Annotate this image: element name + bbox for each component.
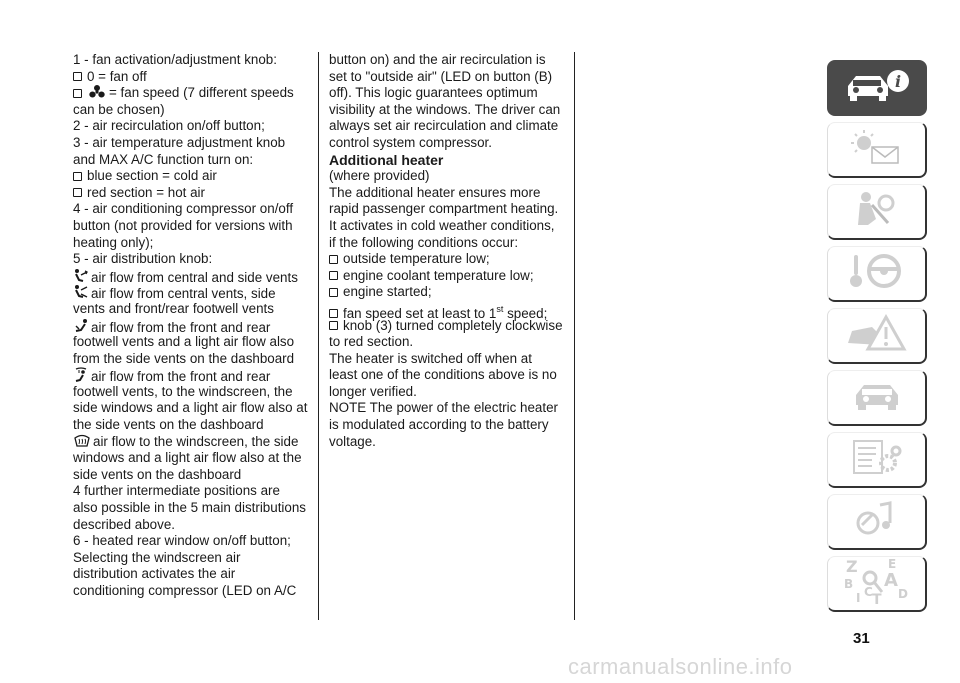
svg-text:C: C [863,585,873,599]
text-line: always set air recirculation and climate [329,118,559,134]
text-line: NOTE The power of the electric heater [329,400,558,416]
section-heading: Additional heater [329,151,444,168]
text-line: The additional heater ensures more [329,184,541,200]
column-divider [574,52,575,620]
text-line: vents and front/rear footwell vents [73,300,274,316]
text-line: button on) and the air recirculation is [329,52,546,67]
text-line: rapid passenger compartment heating. [329,201,559,217]
bullet-square-icon [73,89,82,98]
chapter-tab-safety-airbag[interactable] [827,184,927,240]
text-line: outside temperature low; [329,251,565,268]
text-line: to red section. [329,334,414,350]
text-line: the side vents on the dashboard [73,417,264,433]
text-line: air flow from the front and rear [73,367,311,384]
text-line: 0 = fan off [73,69,311,86]
specifications-icon [842,437,912,482]
text-line: = fan speed (7 different speeds [73,85,311,102]
bullet-square-icon [329,288,338,297]
svg-text:E: E [887,557,896,571]
text-line: windows and a light air flow also at the [73,450,302,466]
text-line: air flow from central vents, side [73,284,311,301]
text-line: from the side vents on the dashboard [73,350,295,366]
steering-wheel-key-icon [842,251,912,296]
column-divider [318,52,319,620]
text-line: visibility at the windows. The driver can [329,101,561,117]
svg-text:i: i [894,71,902,91]
watermark: carmanualsonline.info [568,654,793,679]
chapter-tab-steering-wheel-key[interactable] [827,246,927,302]
warning-triangle-icon [842,313,912,358]
svg-text:A: A [883,570,898,591]
text-line: engine started; [329,284,565,301]
text-line: heating only); [73,234,154,250]
bullet-square-icon [73,172,82,181]
text-line: footwell vents, to the windscreen, the [73,383,293,399]
chapter-tab-multimedia[interactable] [827,494,927,550]
svg-text:T: T [871,592,882,606]
text-line: engine coolant temperature low; [329,268,565,285]
page-number: 31 [853,630,870,647]
text-line: least one of the conditions above is no [329,367,557,383]
text-line: control system compressor. [329,134,492,150]
text-line: Selecting the windscreen air [73,549,241,565]
chapter-tab-dashboard-lights[interactable] [827,122,927,178]
bullet-square-icon [73,72,82,81]
text-line: conditioning compressor (LED on A/C [73,583,297,598]
text-line: 4 further intermediate positions are [73,483,280,499]
text-line: longer verified. [329,383,417,399]
text-line: 6 - heated rear window on/off button; [73,533,291,549]
chapter-tab-car-service[interactable] [827,370,927,426]
text-line: air flow to the windscreen, the side [73,434,311,451]
text-line: It activates in cold weather conditions, [329,217,555,233]
text-line: knob (3) turned completely clockwise [329,318,565,335]
svg-text:B: B [843,577,853,591]
text-line: 3 - air temperature adjustment knob [73,134,286,150]
text-column-left [73,52,311,600]
text-line: voltage. [329,433,376,449]
text-line: can be chosen) [73,101,165,117]
text-line: air flow from the front and rear [73,318,311,335]
text-line: 2 - air recirculation on/off button; [73,118,265,134]
bullet-square-icon [329,321,338,330]
car-service-icon [842,375,912,420]
text-line: described above. [73,516,175,532]
chapter-tab-index[interactable] [827,556,927,612]
dashboard-lights-icon [842,127,912,172]
text-line: 1 - fan activation/adjustment knob: [73,52,277,67]
chapter-tab-specifications[interactable] [827,432,927,488]
text-line: footwell vents and a light air flow also [73,334,295,350]
bullet-square-icon [329,271,338,280]
chapter-tab-car-info[interactable] [827,60,927,116]
text-line: button (not provided for versions with [73,217,293,233]
bullet-square-icon [73,188,82,197]
car-info-icon [842,66,912,111]
bullet-square-icon [329,255,338,264]
text-column-right [329,52,565,450]
chapter-tab-warning-triangle[interactable] [827,308,927,364]
text-line: and MAX A/C function turn on: [73,151,254,167]
text-line: 4 - air conditioning compressor on/off [73,201,294,217]
text-line: also possible in the 5 main distributions [73,500,306,516]
text-line: fan speed set at least to 1st speed; [329,301,565,318]
text-line: blue section = cold air [73,168,311,185]
multimedia-icon [842,499,912,544]
text-line: side vents on the dashboard [73,466,242,482]
text-line: off). This logic guarantees optimum [329,85,538,101]
text-line: (where provided) [329,168,430,184]
svg-text:D: D [897,587,908,601]
text-line: distribution activates the air [73,566,236,582]
text-line: The heater is switched off when at [329,350,532,366]
svg-text:Z: Z [845,557,858,576]
text-line: set to "outside air" (LED on button (B) [329,68,553,84]
text-line: red section = hot air [73,185,311,202]
text-line: side windows and a light air flow also at [73,400,308,416]
safety-airbag-icon [842,189,912,234]
text-line: 5 - air distribution knob: [73,251,213,267]
text-line: if the following conditions occur: [329,234,519,250]
index-icon [842,556,912,611]
text-line: is modulated according to the battery [329,417,549,433]
text-line: air flow from central and side vents [73,268,311,285]
svg-text:I: I [855,591,860,605]
